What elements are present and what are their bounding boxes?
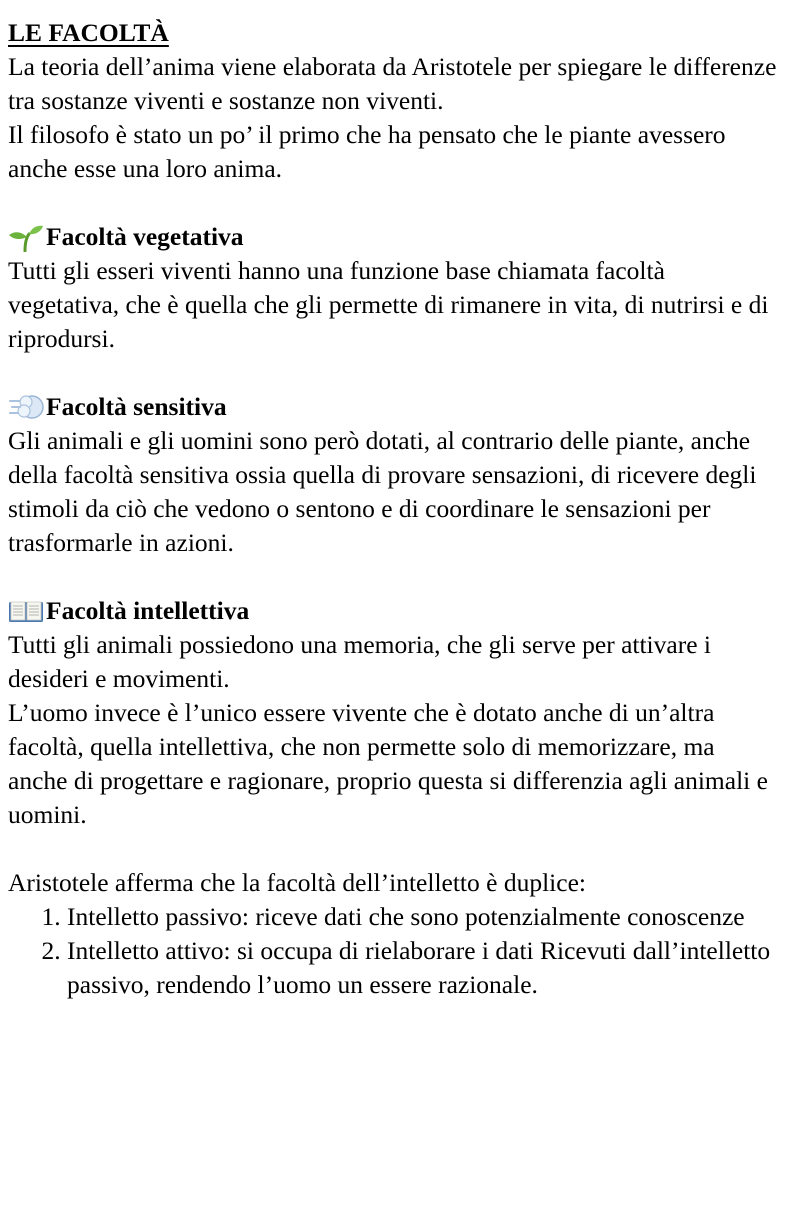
list-item: 2. Intelletto attivo: si occupa di rielaborare i dati Ricevuti dall’intelletto passivo, rendendo l’uomo un essere razionale.	[67, 934, 778, 1002]
intellect-list	[8, 900, 778, 1002]
section-paragraph: Tutti gli animali possiedono una memoria, che gli serve per attivare i desideri e movimenti.	[8, 630, 711, 693]
section-heading-intellettiva	[8, 594, 778, 628]
list-item: 1. Intelletto passivo: riceve dati che sono potenzialmente conoscenze	[67, 900, 778, 934]
section-heading-label: Facoltà vegetativa	[46, 222, 244, 251]
spacer	[8, 186, 778, 220]
open-book-icon	[8, 596, 44, 626]
section-paragraph: Gli animali e gli uomini sono però dotati, al contrario delle piante, anche della facoltà sensitiva ossia quella di provare sensazioni, di ricevere degli stimoli da ciò che vedono o sentono e di coordinare le sensazioni per trasformarle in azioni.	[8, 426, 757, 557]
section-heading-vegetativa	[8, 220, 778, 254]
dash-cloud-icon	[8, 392, 44, 422]
document-page	[8, 16, 778, 1002]
section-paragraph: Tutti gli esseri viventi hanno una funzione base chiamata facoltà vegetativa, che è quella che gli permette di rimanere in vita, di nutrirsi e di riprodursi.	[8, 256, 769, 353]
spacer	[8, 356, 778, 390]
section-heading-label: Facoltà sensitiva	[46, 392, 227, 421]
seedling-icon	[8, 222, 44, 252]
conclusion-paragraph: Aristotele afferma che la facoltà dell’intelletto è duplice:	[8, 868, 586, 897]
spacer	[8, 560, 778, 594]
section-heading-label: Facoltà intellettiva	[46, 596, 250, 625]
intro-paragraph-1: La teoria dell’anima viene elaborata da Aristotele per spiegare le differenze tra sostanze viventi e sostanze non viventi.	[8, 52, 777, 115]
section-heading-sensitiva	[8, 390, 778, 424]
section-paragraph: L’uomo invece è l’unico essere vivente che è dotato anche di un’altra facoltà, quella intellettiva, che non permette solo di memorizzare, ma anche di progettare e ragionare, proprio questa si differenzia agli animali e uomini.	[8, 698, 768, 829]
intro-paragraph-2: Il filosofo è stato un po’ il primo che ha pensato che le piante avessero anche esse una loro anima.	[8, 120, 726, 183]
spacer	[8, 832, 778, 866]
document-title: LE FACOLTÀ	[8, 18, 169, 47]
